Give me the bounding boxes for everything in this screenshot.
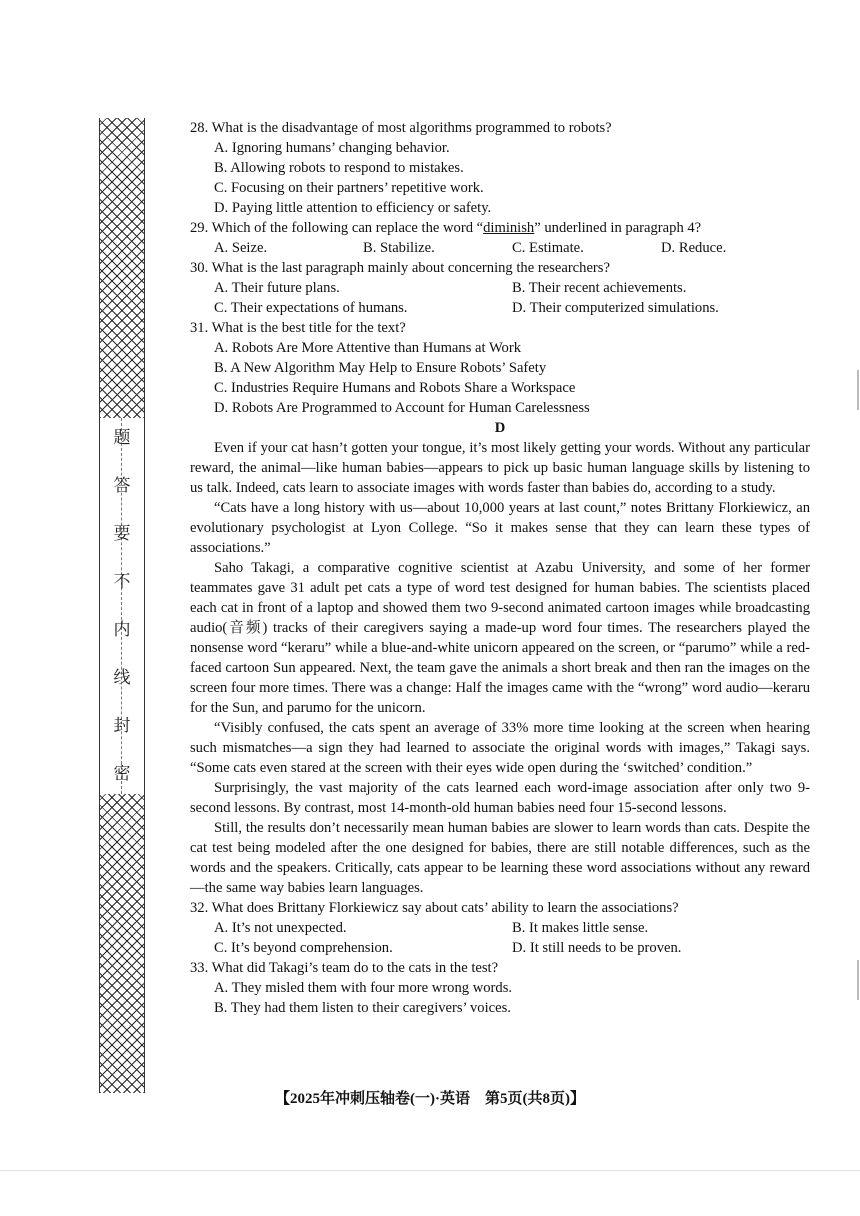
options-row [214, 298, 810, 318]
option-c: C. Focusing on their partners’ repetitive work. [214, 180, 484, 196]
option-d: D. Reduce. [661, 240, 727, 256]
passage-d [190, 438, 810, 898]
option-b: B. Their recent achievements. [512, 280, 687, 296]
option-d: D. Their computerized simulations. [512, 300, 719, 316]
exam-content [190, 118, 810, 1018]
option-b: B. Allowing robots to respond to mistakes. [214, 160, 464, 176]
seal-char: 要 [113, 524, 131, 543]
scan-edge-line [0, 1170, 860, 1171]
option-b: B. It makes little sense. [512, 920, 649, 936]
question-stem: 33. What did Takagi’s team do to the cats in the test? [190, 960, 499, 976]
seal-char: 密 [113, 764, 131, 783]
paragraph: Surprisingly, the vast majority of the cats learned each word-image association after only two 9-second lessons. By contrast, most 14-month-old human babies need four 15-second lessons. [190, 780, 810, 816]
option-d: D. Paying little attention to efficiency or safety. [214, 200, 492, 216]
options-row [214, 238, 810, 258]
option-a: A. Their future plans. [214, 280, 340, 296]
options-row [214, 918, 810, 938]
seal-char: 不 [113, 572, 131, 591]
decorative-pattern-top [100, 118, 144, 418]
options-row [214, 938, 810, 958]
question-stem: 28. What is the disadvantage of most algorithms programmed to robots? [190, 120, 612, 136]
option-a: A. Seize. [214, 240, 268, 256]
question-stem: 30. What is the last paragraph mainly about concerning the researchers? [190, 260, 610, 276]
seal-char: 答 [113, 476, 131, 495]
scan-edge-mark [857, 370, 859, 410]
seal-warning-text [100, 428, 144, 784]
section-heading: D [494, 420, 506, 436]
option-a: A. It’s not unexpected. [214, 920, 347, 936]
underlined-word: diminish [483, 220, 535, 236]
paragraph: Saho Takagi, a comparative cognitive scientist at Azabu University, and some of her former teammates gave 31 adult pet cats a type of word test designed for human babies. The scientists placed each cat in front of a laptop and showed them two 9-second animated cartoon images while broadcasting audio(音频) tracks of their caregivers saying a made-up word four times. The researchers played the nonsense word “keraru” while a blue-and-white unicorn appeared on the screen, or “parumo” while a red-faced cartoon Sun appeared. Next, the team gave the animals a short break and then ran the images on the screen four more times. There was a change: Half the images came with the “wrong” word audio—keraru for the Sun, and parumo for the unicorn. [190, 560, 810, 716]
question-32 [190, 898, 810, 958]
paragraph: “Visibly confused, the cats spent an average of 33% more time looking at the screen when hearing such mismatches—a sign they had learned to associate the original words with images,” Takagi says. “Some cats even stared at the screen with their eyes wide open during the ‘switched’ condition.” [190, 720, 810, 776]
question-33 [190, 958, 810, 1018]
question-30 [190, 258, 810, 318]
seal-char: 题 [113, 428, 131, 447]
paragraph: “Cats have a long history with us—about 10,000 years at last count,” notes Brittany Florkiewicz, an evolutionary psychologist at Lyon College. “So it makes sense that they can learn these types of associations.” [190, 500, 810, 556]
option-c: C. It’s beyond comprehension. [214, 940, 393, 956]
seal-char: 内 [113, 620, 131, 639]
stem-part: ” underlined in paragraph 4? [534, 220, 702, 236]
scan-edge-mark [857, 960, 859, 1000]
option-d: D. Robots Are Programmed to Account for Human Carelessness [214, 400, 590, 416]
option-a: A. Robots Are More Attentive than Humans at Work [214, 340, 522, 356]
options-row [214, 278, 810, 298]
stem-part: 29. Which of the following can replace the word “ [190, 220, 484, 236]
option-a: A. Ignoring humans’ changing behavior. [214, 140, 450, 156]
seal-char: 线 [113, 668, 131, 687]
decorative-pattern-bottom [100, 794, 144, 1093]
question-28 [190, 118, 810, 218]
paragraph: Even if your cat hasn’t gotten your tongue, it’s most likely getting your words. Without any particular reward, the animal—like human babies—appears to pick up basic human language skills by listening to us talk. Indeed, cats learn to associate images with words faster than babies do, according to a study. [190, 440, 810, 496]
question-stem: 32. What does Brittany Florkiewicz say about cats’ ability to learn the associations? [190, 900, 679, 916]
binding-strip [99, 118, 145, 1093]
question-stem [190, 218, 810, 238]
option-c: C. Industries Require Humans and Robots Share a Workspace [214, 380, 576, 396]
option-d: D. It still needs to be proven. [512, 940, 682, 956]
seal-char: 封 [113, 716, 131, 735]
option-b: B. A New Algorithm May Help to Ensure Robots’ Safety [214, 360, 547, 376]
question-31 [190, 318, 810, 418]
option-b: B. They had them listen to their caregivers’ voices. [214, 1000, 511, 1016]
option-c: C. Estimate. [512, 240, 584, 256]
option-a: A. They misled them with four more wrong words. [214, 980, 513, 996]
option-b: B. Stabilize. [363, 240, 435, 256]
paragraph: Still, the results don’t necessarily mean human babies are slower to learn words than cats. Despite the cat test being modeled after the one designed for babies, there are still notable differences, such as the words and the speakers. Critically, cats appear to be learning these word associations without any reward—the same way babies learn languages. [190, 820, 810, 896]
page-footer: 【2025年冲刺压轴卷(一)·英语 第5页(共8页)】 [275, 1091, 585, 1107]
question-stem: 31. What is the best title for the text? [190, 320, 406, 336]
option-c: C. Their expectations of humans. [214, 300, 408, 316]
question-29 [190, 218, 810, 258]
